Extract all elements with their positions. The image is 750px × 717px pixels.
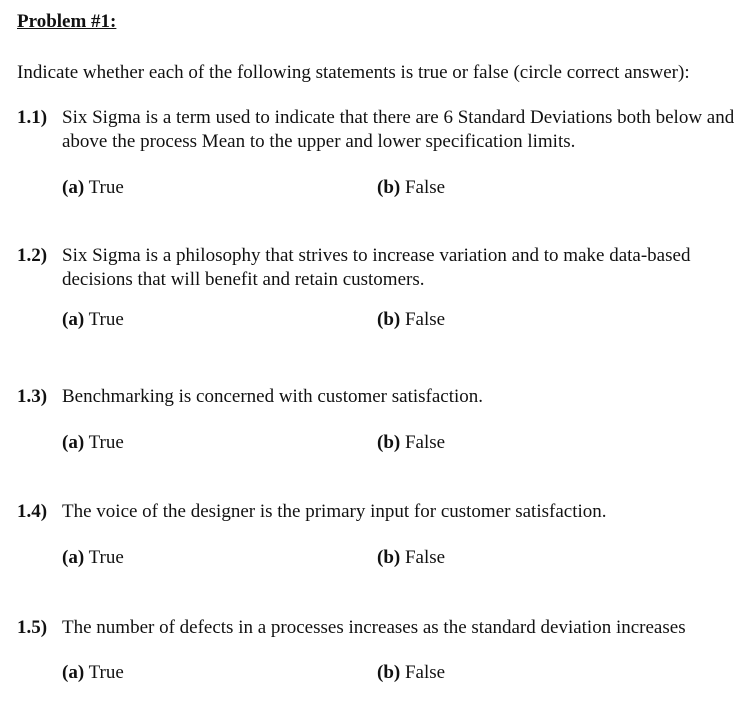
question-text: The number of defects in a processes increases as the standard deviation increases [62, 617, 686, 638]
option-label: True [88, 177, 124, 198]
option-label: True [88, 662, 124, 683]
option-letter: (b) [377, 177, 401, 198]
question-text: Six Sigma is a term used to indicate that there are 6 Standard Deviations both below and above the process Mean to the upper and lower specification limits. [62, 107, 735, 152]
option-label: False [404, 177, 446, 198]
option-letter: (b) [377, 309, 401, 330]
answer-true[interactable] [62, 431, 124, 455]
option-label: True [88, 547, 124, 568]
option-label: True [88, 309, 124, 330]
answer-false[interactable] [377, 661, 445, 685]
option-letter: (a) [62, 309, 85, 330]
answer-true[interactable] [62, 661, 124, 685]
question-number: 1.2) [17, 245, 48, 266]
instructions: Indicate whether each of the following statements is true or false (circle correct answer): [17, 62, 690, 83]
option-label: False [404, 547, 446, 568]
option-letter: (b) [377, 662, 401, 683]
option-letter: (a) [62, 177, 85, 198]
option-label: False [404, 662, 446, 683]
option-label: True [88, 432, 124, 453]
option-letter: (a) [62, 547, 85, 568]
question-text: The voice of the designer is the primary input for customer satisfaction. [62, 501, 607, 522]
question-text: Six Sigma is a philosophy that strives to increase variation and to make data-based decisions that will benefit and retain customers. [62, 245, 691, 290]
option-letter: (a) [62, 662, 85, 683]
question-number: 1.5) [17, 617, 48, 638]
option-letter: (a) [62, 432, 85, 453]
option-label: False [404, 309, 446, 330]
option-letter: (b) [377, 432, 401, 453]
question-number: 1.4) [17, 501, 48, 522]
answer-false[interactable] [377, 431, 445, 455]
answer-false[interactable] [377, 546, 445, 570]
answer-false[interactable] [377, 308, 445, 332]
answer-false[interactable] [377, 176, 445, 200]
answer-true[interactable] [62, 308, 124, 332]
question-number: 1.1) [17, 107, 48, 128]
option-letter: (b) [377, 547, 401, 568]
option-label: False [404, 432, 446, 453]
answer-true[interactable] [62, 176, 124, 200]
answer-true[interactable] [62, 546, 124, 570]
question-text: Benchmarking is concerned with customer satisfaction. [62, 386, 484, 407]
problem-title: Problem #1: [17, 11, 117, 32]
question-number: 1.3) [17, 386, 48, 407]
